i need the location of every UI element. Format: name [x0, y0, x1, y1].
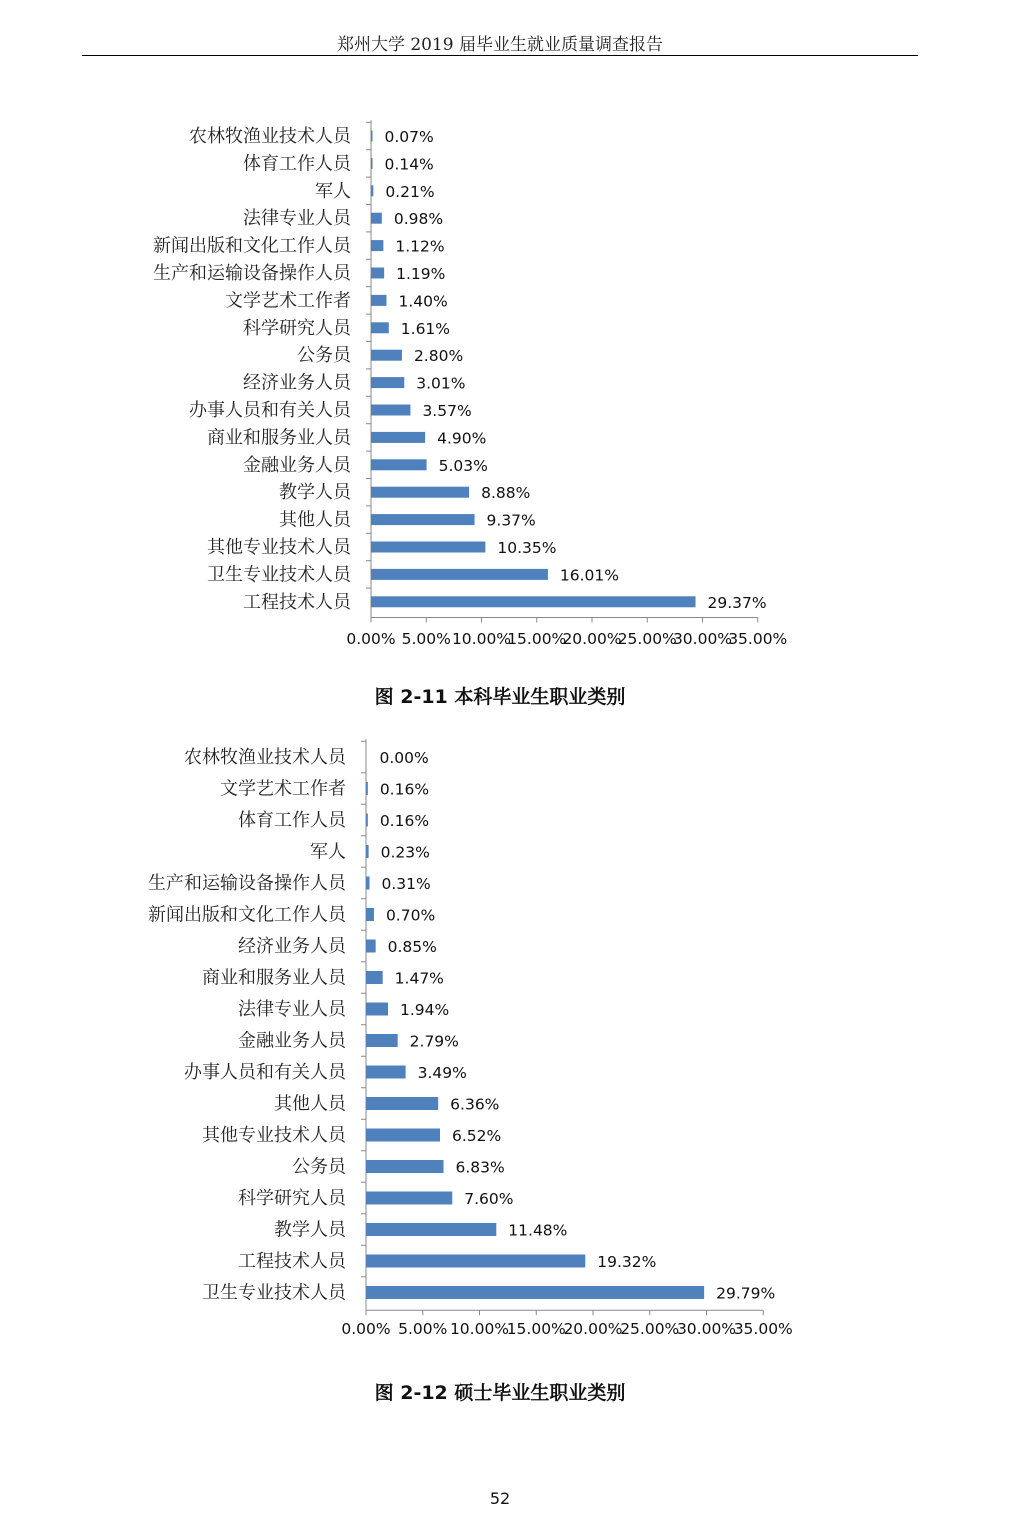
category-label: 其他人员 — [274, 1093, 346, 1115]
category-label: 文学艺术工作者 — [225, 290, 351, 312]
x-tick-label: 20.00% — [563, 1320, 623, 1338]
bar — [366, 1066, 406, 1079]
value-label: 0.16% — [379, 780, 430, 799]
value-label: 1.61% — [400, 319, 451, 338]
bar — [371, 185, 373, 196]
value-label: 0.14% — [384, 155, 434, 174]
bar — [371, 487, 469, 498]
value-label: 0.00% — [379, 749, 429, 767]
header-divider — [82, 55, 918, 56]
chart-caption-undergraduate: 图 2-11 本科毕业生职业类别 — [374, 686, 626, 708]
bar — [366, 1129, 440, 1142]
category-label: 办事人员和有关人员 — [189, 400, 351, 421]
x-tick-label: 20.00% — [562, 630, 622, 648]
bar — [371, 459, 427, 470]
category-label: 公务员 — [297, 345, 351, 367]
chart-svg-undergraduate — [0, 112, 1010, 662]
value-label: 3.57% — [422, 402, 472, 420]
category-label: 商业和服务业人员 — [202, 967, 346, 989]
value-label: 0.85% — [387, 938, 437, 956]
x-tick-label: 30.00% — [676, 1320, 737, 1338]
category-label: 其他专业技术人员 — [202, 1125, 346, 1146]
category-label: 工程技术人员 — [243, 591, 351, 613]
category-label: 卫生专业技术人员 — [207, 564, 351, 586]
value-label: 3.01% — [416, 374, 466, 393]
value-label: 2.80% — [413, 347, 464, 366]
category-label: 体育工作人员 — [238, 810, 346, 831]
category-label: 法律专业人员 — [243, 208, 351, 230]
x-tick-label: 10.00% — [449, 1320, 510, 1338]
x-tick-label: 15.00% — [507, 630, 567, 648]
category-label: 教学人员 — [274, 1219, 346, 1241]
bar — [371, 158, 373, 169]
bar — [366, 1286, 704, 1299]
bar — [366, 1255, 585, 1268]
category-label: 教学人员 — [279, 482, 351, 504]
value-label: 1.19% — [396, 265, 446, 283]
bar — [371, 240, 383, 251]
page-header-title: 郑州大学 2019 届毕业生就业质量调查报告 — [336, 35, 664, 55]
value-label: 5.03% — [438, 456, 488, 475]
bar — [371, 405, 410, 416]
bar — [366, 1223, 496, 1236]
category-label: 文学艺术工作者 — [220, 778, 346, 800]
category-label: 科学研究人员 — [238, 1188, 346, 1209]
bar — [371, 569, 548, 580]
chart-master-occupations — [0, 736, 1010, 1356]
x-tick-label: 30.00% — [672, 630, 733, 648]
category-label: 公务员 — [292, 1156, 346, 1178]
category-label: 科学研究人员 — [243, 317, 351, 339]
category-label: 新闻出版和文化工作人员 — [153, 235, 351, 257]
bar — [366, 1192, 452, 1205]
bar — [366, 971, 383, 984]
value-label: 1.94% — [400, 1001, 450, 1019]
bar — [371, 268, 384, 279]
value-label: 2.79% — [409, 1032, 459, 1051]
bar — [366, 1034, 398, 1047]
value-label: 1.40% — [398, 292, 448, 311]
chart-svg-master — [0, 736, 1010, 1356]
bar — [366, 782, 368, 795]
category-label: 金融业务人员 — [243, 454, 351, 476]
page-number: 52 — [489, 1489, 511, 1508]
value-label: 1.12% — [395, 237, 445, 256]
category-label: 办事人员和有关人员 — [184, 1062, 346, 1083]
x-tick-label: 10.00% — [451, 630, 512, 648]
x-tick-label: 5.00% — [398, 1320, 448, 1338]
chart-undergraduate-occupations — [0, 112, 1010, 662]
category-label: 卫生专业技术人员 — [202, 1282, 346, 1304]
bar — [371, 131, 373, 142]
category-label: 经济业务人员 — [238, 936, 346, 957]
category-label: 工程技术人员 — [238, 1251, 346, 1272]
chart-caption-master: 图 2-12 硕士毕业生职业类别 — [374, 1382, 626, 1404]
value-label: 1.47% — [394, 969, 444, 988]
value-label: 19.32% — [597, 1253, 657, 1271]
x-tick-label: 35.00% — [733, 1320, 793, 1338]
value-label: 4.90% — [437, 429, 487, 448]
value-label: 0.16% — [379, 812, 430, 830]
category-label: 金融业务人员 — [238, 1030, 346, 1052]
bar — [371, 542, 485, 553]
x-tick-label: 5.00% — [401, 630, 451, 648]
x-tick-label: 0.00% — [341, 1320, 391, 1338]
value-label: 0.21% — [385, 182, 435, 201]
value-label: 6.36% — [450, 1095, 500, 1114]
value-label: 0.98% — [393, 210, 444, 229]
bar — [371, 514, 475, 525]
bar — [371, 213, 382, 224]
category-label: 商业和服务业人员 — [207, 427, 351, 449]
value-label: 0.70% — [385, 906, 436, 925]
category-label: 生产和运输设备操作人员 — [148, 873, 346, 894]
value-label: 29.37% — [707, 593, 767, 612]
category-label: 农林牧渔业技术人员 — [184, 747, 346, 768]
x-tick-label: 15.00% — [506, 1320, 566, 1338]
category-label: 军人 — [310, 841, 346, 863]
category-label: 其他专业技术人员 — [207, 537, 351, 558]
category-label: 经济业务人员 — [243, 372, 351, 394]
value-label: 0.07% — [384, 128, 434, 146]
category-label: 体育工作人员 — [243, 153, 351, 175]
category-label: 军人 — [315, 180, 351, 202]
x-tick-label: 35.00% — [728, 630, 788, 648]
value-label: 3.49% — [417, 1064, 467, 1082]
x-tick-label: 25.00% — [620, 1320, 680, 1338]
category-label: 其他人员 — [279, 509, 351, 531]
category-label: 法律专业人员 — [238, 999, 346, 1020]
value-label: 8.88% — [481, 484, 531, 503]
value-label: 6.52% — [452, 1127, 502, 1145]
value-label: 10.35% — [497, 539, 557, 557]
bar — [371, 350, 402, 361]
value-label: 9.37% — [486, 511, 536, 530]
bar — [371, 596, 696, 607]
bar — [371, 432, 425, 443]
category-label: 新闻出版和文化工作人员 — [148, 904, 346, 926]
x-tick-label: 0.00% — [346, 630, 396, 648]
bar — [366, 908, 374, 921]
bar — [366, 814, 368, 827]
value-label: 0.23% — [380, 843, 430, 862]
bar — [366, 940, 376, 953]
value-label: 16.01% — [559, 566, 620, 585]
bar — [366, 1160, 444, 1173]
bar — [371, 295, 386, 306]
category-label: 农林牧渔业技术人员 — [189, 126, 351, 147]
bar — [366, 1097, 438, 1110]
value-label: 11.48% — [508, 1221, 568, 1240]
value-label: 7.60% — [464, 1190, 514, 1208]
bar — [371, 322, 389, 333]
x-tick-label: 25.00% — [617, 630, 677, 648]
bar — [366, 877, 370, 890]
bar — [366, 1003, 388, 1016]
bar — [366, 845, 369, 858]
bar — [371, 377, 404, 388]
value-label: 29.79% — [716, 1284, 776, 1303]
value-label: 0.31% — [381, 875, 431, 893]
category-label: 生产和运输设备操作人员 — [153, 263, 351, 284]
value-label: 6.83% — [455, 1158, 505, 1177]
